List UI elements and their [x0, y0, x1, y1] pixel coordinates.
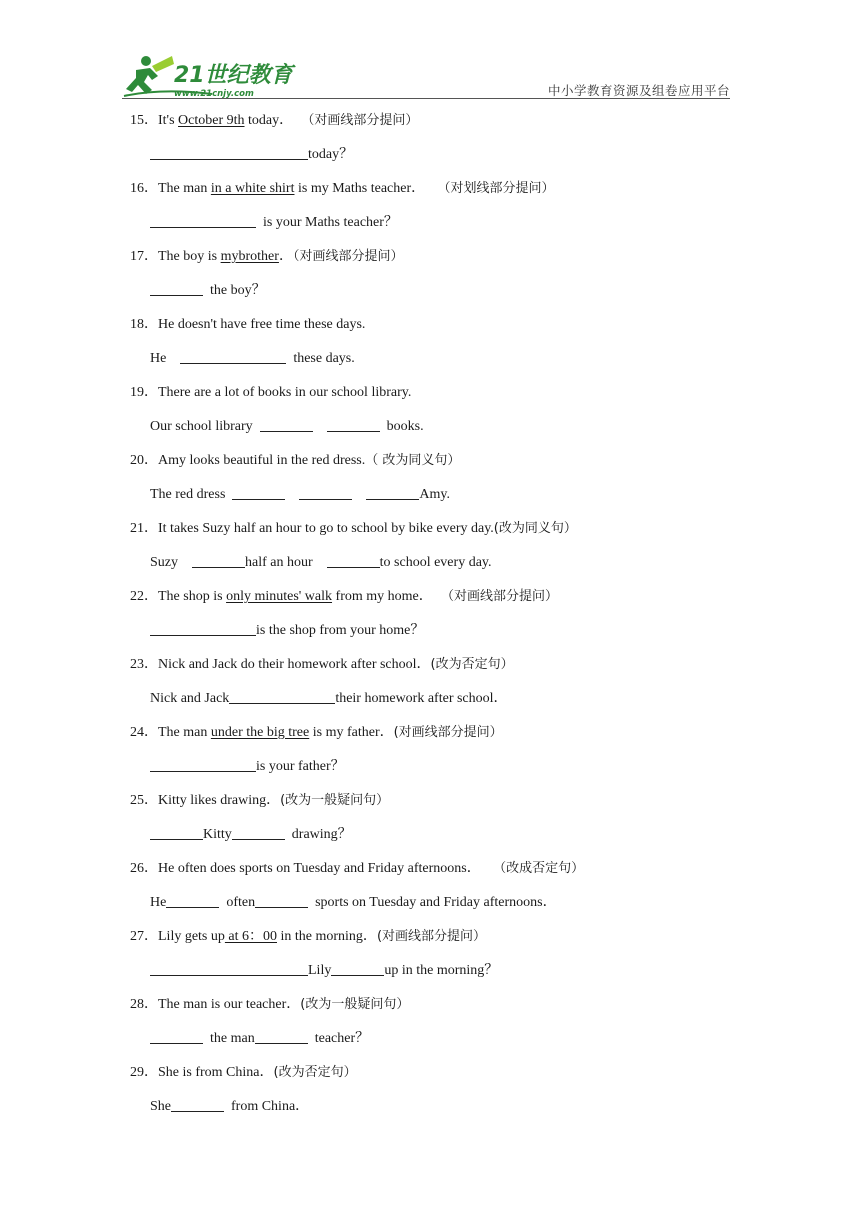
question-line [130, 444, 730, 478]
answer-text: drawing？ [284, 827, 352, 842]
answer-blank[interactable] [150, 621, 256, 636]
answer-line [130, 138, 730, 172]
question-text: ． [278, 249, 293, 264]
answer-text: Our school library [150, 419, 260, 434]
question-line [130, 920, 730, 954]
question-text: Amy looks beautiful in the red dress. [158, 453, 366, 468]
question-number: 18． [130, 317, 158, 332]
question-line [130, 716, 730, 750]
answer-text: The red dress [150, 487, 233, 502]
exercise-list [130, 104, 730, 1124]
answer-text: half an hour [245, 555, 327, 570]
answer-text: Nick and Jack [150, 691, 230, 706]
underlined-phrase: only minutes' walk [226, 589, 333, 604]
answer-blank[interactable] [232, 825, 285, 840]
answer-line [130, 410, 730, 444]
answer-text: up in the morning？ [384, 963, 499, 978]
answer-blank[interactable] [150, 145, 308, 160]
answer-line [130, 1022, 730, 1056]
answer-text: their homework after school． [335, 691, 508, 706]
answer-blank[interactable] [150, 757, 256, 772]
instruction-note: (对画线部分提问） [393, 725, 503, 740]
answer-text: teacher？ [307, 1031, 370, 1046]
answer-blank[interactable] [260, 417, 313, 432]
page-header [122, 52, 730, 102]
answer-text: from China． [224, 1099, 310, 1114]
question-line [130, 648, 730, 682]
question-number: 15． [130, 113, 158, 128]
answer-line [130, 682, 730, 716]
question-text: It takes Suzy half an hour to go to school by bike every day. [158, 521, 494, 536]
question-number: 16． [130, 181, 158, 196]
question-number: 22． [130, 589, 158, 604]
question-line [130, 988, 730, 1022]
question-text: Lily gets up [158, 929, 225, 944]
instruction-note: （对画线部分提问） [432, 589, 559, 604]
question-text: in the morning． [277, 929, 377, 944]
answer-blank[interactable] [366, 485, 419, 500]
question-line [130, 852, 730, 886]
answer-text: to school every day. [379, 555, 492, 570]
question-number: 27． [130, 929, 158, 944]
answer-line [130, 342, 730, 376]
instruction-note: (改为同义句） [493, 521, 577, 536]
answer-text: the boy？ [203, 283, 266, 298]
question-text: from my home． [332, 589, 433, 604]
instruction-note: （ 改为同义句） [365, 453, 461, 468]
answer-text: Suzy [150, 555, 192, 570]
question-line [130, 172, 730, 206]
answer-text: these days. [286, 351, 355, 366]
answer-text: She [150, 1099, 171, 1114]
answer-blank[interactable] [255, 1029, 308, 1044]
question-number: 29． [130, 1065, 158, 1080]
question-number: 26． [130, 861, 158, 876]
underlined-phrase: at 6：00 [224, 929, 277, 944]
question-text: The boy is [158, 249, 221, 264]
answer-text: often [219, 895, 256, 910]
underlined-phrase: in a white shirt [210, 181, 295, 196]
question-line [130, 784, 730, 818]
question-line [130, 240, 730, 274]
answer-text: the man [203, 1031, 255, 1046]
svg-text:21世纪教育: 21世纪教育 [174, 63, 293, 88]
question-text: There are a lot of books in our school library. [158, 385, 412, 400]
answer-line [130, 614, 730, 648]
answer-text: Kitty [203, 827, 232, 842]
answer-text: is the shop from your home？ [256, 623, 425, 638]
question-number: 23． [130, 657, 158, 672]
answer-line [130, 818, 730, 852]
instruction-note: (改为一般疑问句） [280, 793, 390, 808]
answer-text: books. [379, 419, 424, 434]
answer-blank[interactable] [166, 893, 219, 908]
question-text: today． [244, 113, 294, 128]
answer-text: sports on Tuesday and Friday afternoons． [308, 895, 557, 910]
question-text: He often does sports on Tuesday and Friday afternoons． [158, 861, 481, 876]
platform-label: 中小学教育资源及组卷应用平台 [547, 83, 730, 98]
answer-text: is your father？ [256, 759, 345, 774]
answer-blank[interactable] [150, 961, 308, 976]
question-text: is my father． [309, 725, 394, 740]
question-text: Nick and Jack do their homework after school． [158, 657, 431, 672]
underlined-phrase: mybrother [220, 249, 279, 264]
answer-text [313, 419, 327, 434]
answer-text [285, 487, 299, 502]
answer-blank[interactable] [192, 553, 245, 568]
instruction-note: (改为一般疑问句） [300, 997, 410, 1012]
question-line [130, 376, 730, 410]
question-text: She is from China． [158, 1065, 274, 1080]
answer-blank[interactable] [327, 553, 380, 568]
instruction-note: (改为否定句） [273, 1065, 357, 1080]
question-text: The man [158, 181, 211, 196]
question-number: 17． [130, 249, 158, 264]
question-text: The man [158, 725, 211, 740]
instruction-note: （对划线部分提问） [425, 181, 555, 196]
answer-text: Amy. [419, 487, 451, 502]
instruction-note: (对画线部分提问） [376, 929, 487, 944]
answer-blank[interactable] [150, 1029, 203, 1044]
answer-line [130, 478, 730, 512]
answer-blank[interactable] [229, 689, 335, 704]
answer-blank[interactable] [150, 281, 203, 296]
instruction-note: （对画线部分提问） [293, 113, 419, 128]
question-number: 25． [130, 793, 158, 808]
question-number: 20． [130, 453, 158, 468]
answer-text [352, 487, 366, 502]
question-line [130, 1056, 730, 1090]
question-text: The shop is [158, 589, 227, 604]
question-text: He doesn't have free time these days. [158, 317, 366, 332]
answer-blank[interactable] [327, 417, 380, 432]
answer-text: Lily [308, 963, 332, 978]
question-number: 28． [130, 997, 158, 1012]
question-text: Kitty likes drawing． [158, 793, 281, 808]
answer-blank[interactable] [150, 213, 256, 228]
answer-blank[interactable] [171, 1097, 224, 1112]
answer-blank[interactable] [299, 485, 352, 500]
answer-line [130, 954, 730, 988]
underlined-phrase: October 9th [178, 113, 245, 128]
answer-text: He [150, 895, 167, 910]
answer-text: today？ [308, 147, 354, 162]
answer-blank[interactable] [150, 825, 203, 840]
svg-text:www.21cnjy.com: www.21cnjy.com [174, 89, 254, 99]
answer-blank[interactable] [331, 961, 384, 976]
question-number: 19． [130, 385, 158, 400]
header-rule [122, 98, 730, 99]
answer-line [130, 546, 730, 580]
underlined-phrase: under the big tree [210, 725, 310, 740]
answer-line [130, 1090, 730, 1124]
answer-text: is your Maths teacher？ [256, 215, 398, 230]
answer-line [130, 206, 730, 240]
question-text: It's [158, 113, 179, 128]
answer-line [130, 886, 730, 920]
21cnjy-logo-icon [122, 52, 302, 100]
answer-line [130, 274, 730, 308]
question-text: is my Maths teacher． [294, 181, 426, 196]
instruction-note: (改为否定句） [430, 657, 514, 672]
answer-line [130, 750, 730, 784]
question-number: 21． [130, 521, 158, 536]
instruction-note: （改成否定句） [480, 861, 585, 876]
question-line [130, 580, 730, 614]
question-line [130, 512, 730, 546]
question-line [130, 104, 730, 138]
answer-blank[interactable] [255, 893, 308, 908]
answer-text: He [150, 351, 181, 366]
question-number: 24． [130, 725, 158, 740]
question-line [130, 308, 730, 342]
question-text: The man is our teacher． [158, 997, 301, 1012]
answer-blank[interactable] [232, 485, 285, 500]
answer-blank[interactable] [180, 349, 286, 364]
instruction-note: （对画线部分提问） [292, 249, 404, 264]
